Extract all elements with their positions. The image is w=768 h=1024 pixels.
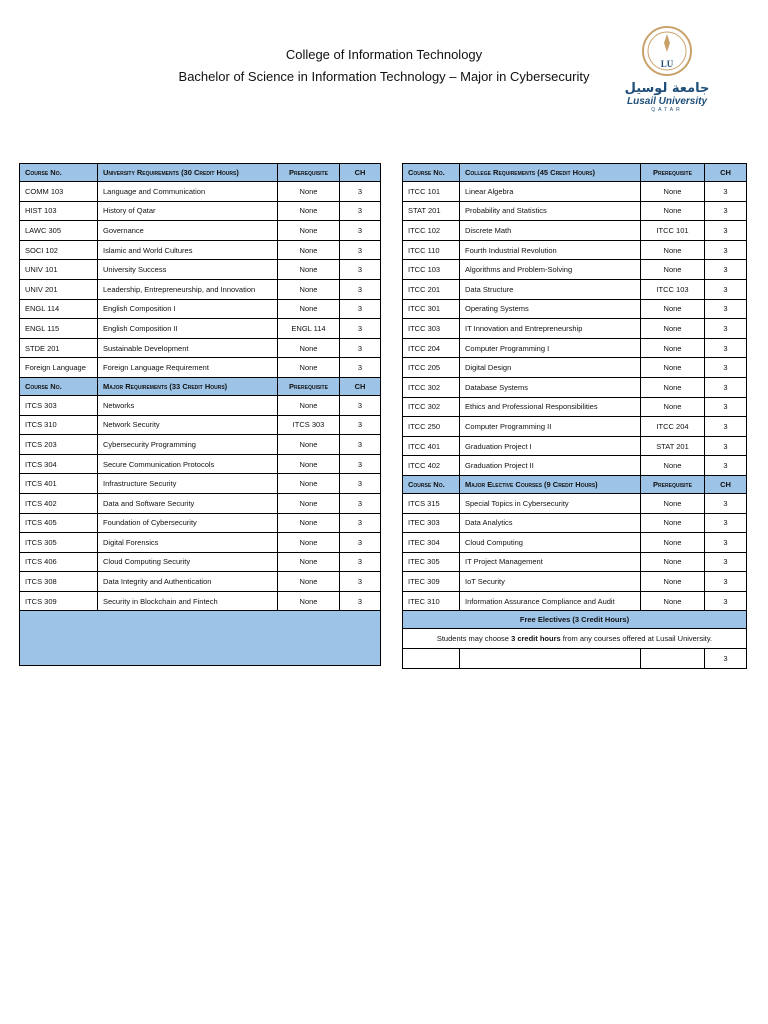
course-title: IT Innovation and Entrepreneurship [460,319,641,339]
prerequisite: None [641,397,705,417]
major-row [20,533,381,553]
major-row [20,572,381,592]
college-row [403,397,747,417]
course-title: Data Structure [460,279,641,299]
course-code: STAT 201 [403,201,460,221]
credit-hours: 3 [705,493,747,513]
credit-hours: 3 [705,397,747,417]
prerequisite: ITCC 103 [641,279,705,299]
university-row [20,221,381,241]
credit-hours: 3 [340,240,381,260]
free-electives-entry-row [403,649,747,669]
course-title: Leadership, Entrepreneurship, and Innovation [98,279,278,299]
course-code: ITCC 103 [403,260,460,280]
credit-hours: 3 [340,358,381,378]
college-ch-header: CH [705,164,747,182]
free-electives-header-row [403,611,747,629]
empty-cell [641,649,705,669]
credit-hours: 3 [705,456,747,476]
prerequisite: None [278,201,340,221]
course-code: HIST 103 [20,201,98,221]
college-section-title: College Requirements (45 Credit Hours) [460,164,641,182]
credit-hours: 3 [705,221,747,241]
major-row [20,435,381,455]
logo-arabic-name: جامعة لوسيل [624,81,710,96]
elective-row [403,591,747,611]
course-code: ITCS 304 [20,454,98,474]
course-code: STDE 201 [20,338,98,358]
course-title: University Success [98,260,278,280]
university-row [20,338,381,358]
prerequisite: None [278,552,340,572]
prerequisite: None [278,240,340,260]
course-title: Foundation of Cybersecurity [98,513,278,533]
major-prerequisite-header: Prerequisite [278,377,340,395]
credit-hours: 3 [340,493,381,513]
prerequisite: None [278,591,340,611]
major-section-title: Major Requirements (33 Credit Hours) [98,377,278,395]
major-row [20,454,381,474]
course-code: ITEC 309 [403,572,460,592]
prerequisite: None [278,182,340,202]
college-row [403,358,747,378]
prerequisite: None [278,260,340,280]
course-title: Graduation Project II [460,456,641,476]
credit-hours: 3 [705,417,747,437]
course-title: Network Security [98,415,278,435]
elective-header-row [403,475,747,493]
course-title: Cloud Computing [460,533,641,553]
course-title: Special Topics in Cybersecurity [460,493,641,513]
course-code: UNIV 101 [20,260,98,280]
prerequisite: None [278,454,340,474]
major-row [20,552,381,572]
seal-monogram: LU [660,59,674,69]
university-seal-icon [641,25,693,77]
credit-hours: 3 [340,221,381,241]
university-header-row [20,164,381,182]
prerequisite: None [278,358,340,378]
course-title: English Composition I [98,299,278,319]
course-code: ITCS 303 [20,395,98,415]
course-title: Islamic and World Cultures [98,240,278,260]
course-code: SOCI 102 [20,240,98,260]
major-row [20,395,381,415]
note-text-bold: 3 credit hours [511,634,561,644]
elective-prerequisite-header: Prerequisite [641,475,705,493]
course-code: ITEC 310 [403,591,460,611]
credit-hours: 3 [705,201,747,221]
course-title: History of Qatar [98,201,278,221]
prerequisite: None [641,338,705,358]
course-code: ENGL 114 [20,299,98,319]
college-row [403,182,747,202]
credit-hours: 3 [340,182,381,202]
college-course-no-header: Course No. [403,164,460,182]
major-row [20,493,381,513]
prerequisite: None [641,358,705,378]
course-title: IT Project Management [460,552,641,572]
credit-hours: 3 [705,513,747,533]
course-title: Probability and Statistics [460,201,641,221]
course-code: ITCS 405 [20,513,98,533]
prerequisite: None [641,552,705,572]
college-row [403,417,747,437]
course-code: ITCS 309 [20,591,98,611]
logo-english-name: Lusail University [626,96,708,107]
course-code: ITCC 204 [403,338,460,358]
prerequisite: None [278,435,340,455]
university-ch-header: CH [340,164,381,182]
note-text-end: from any courses offered at Lusail University. [560,634,713,644]
course-code: COMM 103 [20,182,98,202]
course-code: ITEC 303 [403,513,460,533]
course-title: Computer Programming II [460,417,641,437]
course-code: ITEC 305 [403,552,460,572]
college-row [403,201,747,221]
credit-hours: 3 [340,454,381,474]
credit-hours: 3 [705,591,747,611]
prerequisite: None [641,493,705,513]
credit-hours: 3 [705,436,747,456]
credit-hours: 3 [340,474,381,494]
course-title: Data and Software Security [98,493,278,513]
prerequisite: None [641,299,705,319]
course-title: Foreign Language Requirement [98,358,278,378]
university-row [20,240,381,260]
course-title: Infrastructure Security [98,474,278,494]
prerequisite: None [641,319,705,339]
course-code: ITCC 250 [403,417,460,437]
credit-hours: 3 [705,182,747,202]
university-row [20,279,381,299]
course-code: ITEC 304 [403,533,460,553]
course-title: Operating Systems [460,299,641,319]
prerequisite: ITCS 303 [278,415,340,435]
credit-hours: 3 [340,260,381,280]
college-row [403,240,747,260]
college-row [403,279,747,299]
course-code: ITCS 310 [20,415,98,435]
page-title: College of Information Technology [285,47,483,62]
course-code: ITCC 402 [403,456,460,476]
credit-hours: 3 [705,552,747,572]
course-code: ITCC 302 [403,397,460,417]
major-row [20,474,381,494]
credit-hours: 3 [705,338,747,358]
free-electives-title: Free Electives (3 Credit Hours) [403,611,747,629]
course-title: Database Systems [460,377,641,397]
course-title: Language and Communication [98,182,278,202]
course-title: Governance [98,221,278,241]
course-code: LAWC 305 [20,221,98,241]
credit-hours: 3 [340,395,381,415]
course-code: ITCS 203 [20,435,98,455]
prerequisite: ENGL 114 [278,319,340,339]
elective-row [403,493,747,513]
course-title: Discrete Math [460,221,641,241]
college-row [403,319,747,339]
course-title: Graduation Project I [460,436,641,456]
left-requirements-table [19,163,381,666]
course-title: Ethics and Professional Responsibilities [460,397,641,417]
course-title: Linear Algebra [460,182,641,202]
course-code: ITCC 303 [403,319,460,339]
course-code: ITCS 401 [20,474,98,494]
elective-row [403,552,747,572]
course-code: ENGL 115 [20,319,98,339]
empty-cell [403,649,460,669]
credit-hours: 3 [705,319,747,339]
university-row [20,182,381,202]
college-row [403,221,747,241]
course-title: Cybersecurity Programming [98,435,278,455]
credit-hours: 3 [340,319,381,339]
elective-section-title: Major Elective Courses (9 Credit Hours) [460,475,641,493]
free-electives-note [403,629,747,649]
major-course-no-header: Course No. [20,377,98,395]
prerequisite: None [641,260,705,280]
course-title: Computer Programming I [460,338,641,358]
course-title: Digital Forensics [98,533,278,553]
prerequisite: ITCC 101 [641,221,705,241]
credit-hours: 3 [705,377,747,397]
credit-hours: 3 [340,591,381,611]
credit-hours: 3 [705,240,747,260]
prerequisite: None [641,572,705,592]
course-title: Data Analytics [460,513,641,533]
credit-hours: 3 [340,533,381,553]
university-section-title: University Requirements (30 Credit Hours) [98,164,278,182]
college-row [403,377,747,397]
prerequisite: None [278,338,340,358]
course-code: ITCS 402 [20,493,98,513]
left-filler-row [20,611,381,666]
course-code: ITCC 201 [403,279,460,299]
page-subtitle: Bachelor of Science in Information Technology – Major in Cybersecurity [178,69,590,84]
university-row [20,358,381,378]
prerequisite: None [278,513,340,533]
free-electives-credit-hours: 3 [705,649,747,669]
left-filler-block [20,611,381,666]
prerequisite: None [641,377,705,397]
prerequisite: None [278,493,340,513]
empty-cell [460,649,641,669]
prerequisite: None [641,533,705,553]
note-text-start: Students may choose [436,634,512,644]
major-row [20,591,381,611]
course-title: Fourth Industrial Revolution [460,240,641,260]
prerequisite: None [278,279,340,299]
college-row [403,338,747,358]
elective-course-no-header: Course No. [403,475,460,493]
prerequisite: None [641,513,705,533]
course-code: ITCC 301 [403,299,460,319]
prerequisite: None [641,182,705,202]
course-title: Secure Communication Protocols [98,454,278,474]
prerequisite: None [278,221,340,241]
university-logo [622,25,712,120]
prerequisite: None [641,591,705,611]
course-code: ITCC 401 [403,436,460,456]
credit-hours: 3 [340,415,381,435]
course-code: ITCS 308 [20,572,98,592]
course-title: Data Integrity and Authentication [98,572,278,592]
college-row [403,436,747,456]
right-requirements-table [402,163,747,669]
university-row [20,299,381,319]
credit-hours: 3 [340,338,381,358]
credit-hours: 3 [340,299,381,319]
college-row [403,260,747,280]
prerequisite: None [641,456,705,476]
university-row [20,201,381,221]
prerequisite: STAT 201 [641,436,705,456]
course-code: ITCC 302 [403,377,460,397]
course-code: Foreign Language [20,358,98,378]
course-title: Algorithms and Problem-Solving [460,260,641,280]
credit-hours: 3 [340,552,381,572]
elective-row [403,533,747,553]
course-code: ITCS 315 [403,493,460,513]
course-title: Cloud Computing Security [98,552,278,572]
course-code: ITCC 205 [403,358,460,378]
college-header-row [403,164,747,182]
college-row [403,456,747,476]
major-row [20,415,381,435]
major-header-row [20,377,381,395]
credit-hours: 3 [340,201,381,221]
prerequisite: None [278,474,340,494]
credit-hours: 3 [340,513,381,533]
credit-hours: 3 [340,435,381,455]
prerequisite: None [278,395,340,415]
course-title: Networks [98,395,278,415]
college-row [403,299,747,319]
course-code: ITCS 406 [20,552,98,572]
elective-ch-header: CH [705,475,747,493]
university-prerequisite-header: Prerequisite [278,164,340,182]
prerequisite: None [278,533,340,553]
credit-hours: 3 [705,358,747,378]
prerequisite: ITCC 204 [641,417,705,437]
logo-country: QATAR [651,107,683,113]
major-row [20,513,381,533]
course-code: ITCC 101 [403,182,460,202]
credit-hours: 3 [340,279,381,299]
credit-hours: 3 [340,572,381,592]
course-code: ITCC 102 [403,221,460,241]
course-title: Digital Design [460,358,641,378]
course-title: IoT Security [460,572,641,592]
credit-hours: 3 [705,533,747,553]
credit-hours: 3 [705,260,747,280]
credit-hours: 3 [705,572,747,592]
course-code: ITCS 305 [20,533,98,553]
prerequisite: None [641,240,705,260]
elective-row [403,513,747,533]
prerequisite: None [278,572,340,592]
course-title: Security in Blockchain and Fintech [98,591,278,611]
course-title: Information Assurance Compliance and Audit [460,591,641,611]
course-code: ITCC 110 [403,240,460,260]
credit-hours: 3 [705,279,747,299]
university-course-no-header: Course No. [20,164,98,182]
course-code: UNIV 201 [20,279,98,299]
university-row [20,260,381,280]
university-row [20,319,381,339]
course-title: English Composition II [98,319,278,339]
course-title: Sustainable Development [98,338,278,358]
free-electives-note-row [403,629,747,649]
prerequisite: None [641,201,705,221]
elective-row [403,572,747,592]
major-ch-header: CH [340,377,381,395]
college-prerequisite-header: Prerequisite [641,164,705,182]
credit-hours: 3 [705,299,747,319]
prerequisite: None [278,299,340,319]
